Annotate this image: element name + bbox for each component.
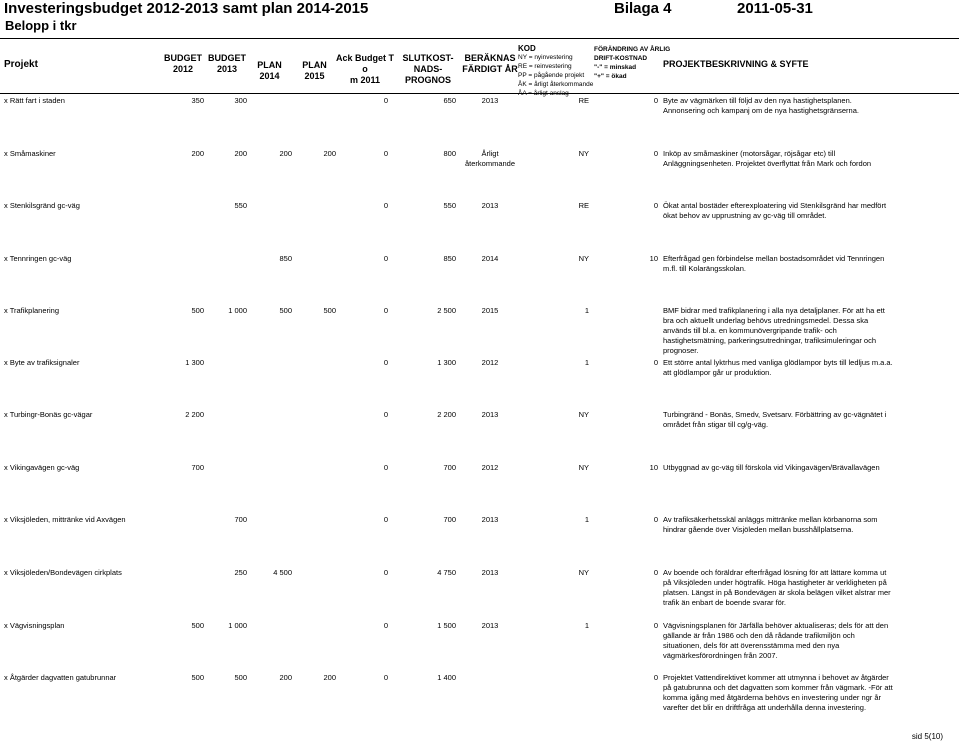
row-slut: 700 [443, 463, 456, 472]
col-slutkost-line2: PROGNOS [404, 75, 451, 85]
row-slut: 850 [443, 254, 456, 263]
row-kod: 1 [584, 621, 589, 630]
kod-line5: ÅA = årligt anslag [518, 90, 569, 97]
row-project-name: x Rätt fart i staden [4, 96, 65, 105]
row-slut: 4 750 [437, 568, 456, 577]
row-kod: 1 [584, 358, 589, 367]
col-plan2015: PLAN 2015 [302, 60, 327, 81]
row-description: Ökat antal bostäder efterexploatering vid Stenkilsgränd har medfört ökat behov av upprustning av gc-väg till området. [663, 201, 887, 220]
kod-line1: NY = nyinvestering [518, 54, 573, 61]
row-fa: 0 [653, 149, 658, 158]
row-kod: NY [578, 254, 589, 263]
fa-line2: DRIFT-KOSTNAD [594, 55, 648, 62]
row-ack: 0 [383, 515, 388, 524]
row-b2013: 300 [234, 96, 247, 105]
row-year: 2015 [481, 306, 499, 315]
kod-line3: PP = pågående projekt [518, 72, 585, 79]
col-beraknas-line1: BERÄKNAS [464, 53, 516, 63]
kod-line2: RE = reinvestering [518, 63, 572, 70]
document-date: 2011-05-31 [737, 0, 813, 17]
row-ack: 0 [383, 463, 388, 472]
row-kod: RE [578, 96, 589, 105]
fa-line3: "-" = minskad [594, 64, 637, 71]
row-p2014: 4 500 [273, 568, 292, 577]
row-b2013: 1 000 [228, 306, 247, 315]
row-slut: 550 [443, 201, 456, 210]
row-b2013: 550 [234, 201, 247, 210]
col-budget2012-line2: 2012 [172, 64, 194, 74]
row-slut: 2 500 [437, 306, 456, 315]
row-description: Turbingränd - Bonäs, Smedv, Svetsarv. Förbättring av gc-vägnätet i området från stigar till cg/g-väg. [663, 410, 887, 429]
row-b2013: 250 [234, 568, 247, 577]
row-project-name: x Småmaskiner [4, 149, 56, 158]
col-slutkost [392, 53, 464, 86]
row-description: Av boende och föräldrar efterfrågad lösning för att lättare komma ut på Viksjöleden under högtrafik. Höga hastigheter är verkligheten på platsen. Längst in på Bondevägen är skola belägen vilket alstrar mer trafik än enbart de boende svarar för. [663, 568, 891, 607]
row-ack: 0 [383, 410, 388, 419]
col-projekt: Projekt [4, 59, 38, 70]
row-project-name: x Byte av trafiksignaler [4, 358, 80, 367]
row-ack: 0 [383, 96, 388, 105]
row-fa: 0 [653, 621, 658, 630]
row-b2012: 700 [191, 463, 204, 472]
row-year: 2014 [481, 254, 499, 263]
row-fa: 0 [653, 515, 658, 524]
row-description: Ett större antal lyktrhus med vanliga glödlampor byts till ledljus m.a.a. att glödlampor går ur produktion. [663, 358, 893, 377]
row-project-name: x Stenkilsgränd gc-väg [4, 201, 80, 210]
row-kod: 1 [584, 515, 589, 524]
row-ack: 0 [383, 673, 388, 682]
col-budget2013 [207, 53, 247, 75]
row-kod: NY [578, 149, 589, 158]
fa-line1: FÖRÄNDRING AV ÅRLIG [594, 46, 671, 53]
kod-line4: ÅK = årligt återkommande [518, 81, 594, 88]
row-description: Av trafiksäkerhetsskäl anläggs mittränke mellan körbanorna som hindrar gående över Visjöleden mellan busshållplatserna. [663, 515, 878, 534]
row-ack: 0 [383, 149, 388, 158]
row-ack: 0 [383, 306, 388, 315]
row-project-name: x Vägvisningsplan [4, 621, 65, 630]
row-kod: NY [578, 410, 589, 419]
bilaga-label: Bilaga 4 [614, 0, 672, 17]
row-description: Utbyggnad av gc-väg till förskola vid Vikingavägen/Brävallavägen [663, 463, 880, 472]
row-kod: 1 [584, 306, 589, 315]
row-kod: NY [578, 568, 589, 577]
col-budget2013-line1: BUDGET [208, 53, 246, 63]
page-number: sid 5(10) [911, 732, 943, 741]
row-b2012: 500 [191, 673, 204, 682]
col-slutkost-line1: SLUTKOST-NADS- [402, 53, 454, 74]
kod-title: KOD [518, 44, 536, 53]
row-year: 2013 [481, 515, 499, 524]
col-budget2013-line2: 2013 [216, 64, 238, 74]
row-year: 2013 [481, 201, 499, 210]
row-slut: 1 300 [437, 358, 456, 367]
row-slut: 2 200 [437, 410, 456, 419]
row-b2013: 200 [234, 149, 247, 158]
col-beskrivning: PROJEKTBESKRIVNING & SYFTE [663, 59, 809, 69]
row-fa: 0 [653, 568, 658, 577]
row-b2012: 500 [191, 306, 204, 315]
row-slut: 800 [443, 149, 456, 158]
row-description: Projektet Vattendirektivet kommer att utmynna i behovet av åtgärder på gatubrunna och det dagvatten som kommer från vägmark. -För att komma igång med åtgärderna behövs en investering under ngr år varefter det blir en driftfråga att underhålla denna investering. [663, 673, 893, 712]
row-p2014: 850 [279, 254, 292, 263]
row-slut: 1 400 [437, 673, 456, 682]
row-b2012: 1 300 [185, 358, 204, 367]
row-b2012: 350 [191, 96, 204, 105]
col-budget2012-line1: BUDGET [164, 53, 202, 63]
col-budget2012 [163, 53, 203, 75]
row-b2012: 200 [191, 149, 204, 158]
row-description: Inköp av småmaskiner (motorsågar, röjsågar etc) till Anläggningsenheten. Projektet överflyttat från Mark och fordon [663, 149, 872, 168]
row-ack: 0 [383, 254, 388, 263]
row-ack: 0 [383, 358, 388, 367]
row-b2012: 500 [191, 621, 204, 630]
col-ack-budget [336, 53, 394, 86]
row-p2014: 500 [279, 306, 292, 315]
row-ack: 0 [383, 568, 388, 577]
row-ack: 0 [383, 201, 388, 210]
row-p2014: 200 [279, 673, 292, 682]
row-fa: 0 [653, 358, 658, 367]
row-project-name: x Åtgärder dagvatten gatubrunnar [4, 673, 117, 682]
row-fa: 0 [653, 96, 658, 105]
row-year: 2013 [481, 568, 499, 577]
row-project-name: x Vikingavägen gc-väg [4, 463, 80, 472]
row-ack: 0 [383, 621, 388, 630]
row-p2015: 200 [323, 149, 336, 158]
col-beraknas [462, 53, 518, 75]
row-fa: 10 [649, 463, 658, 472]
col-ack-line1: Ack Budget T o [336, 53, 395, 74]
row-slut: 1 500 [437, 621, 456, 630]
row-year: Årligt återkommande [464, 149, 516, 168]
row-description: Byte av vägmärken till följd av den nya hastighetsplanen. Annonsering och kampanj om de nya hastighetsgränserna. [663, 96, 859, 115]
row-project-name: x Viksjöleden/Bondevägen cirkplats [4, 568, 122, 577]
row-p2015: 200 [323, 673, 336, 682]
row-year: 2013 [481, 621, 499, 630]
fa-line4: "+" = ökad [594, 73, 627, 80]
col-forandring [594, 45, 670, 81]
row-fa: 0 [653, 673, 658, 682]
col-beraknas-line2: FÄRDIGT ÅR [462, 64, 518, 74]
row-year: 2013 [481, 96, 499, 105]
row-year: 2013 [481, 410, 499, 419]
row-b2013: 700 [234, 515, 247, 524]
col-ack-line2: m 2011 [349, 75, 381, 85]
row-kod: NY [578, 463, 589, 472]
col-plan2014: PLAN 2014 [257, 60, 282, 81]
row-description: Vägvisningsplanen för Järfälla behöver aktualiseras; dels för att den gällande är från 1986 och den då rådande trafikmiljön och situationen, dels för att överensstämma med den nya vägmärkesförordningen från 2007. [663, 621, 889, 660]
row-project-name: x Tennringen gc-väg [4, 254, 72, 263]
row-project-name: x Turbingr-Bonäs gc-vägar [4, 410, 93, 419]
row-p2015: 500 [323, 306, 336, 315]
row-project-name: x Viksjöleden, mittränke vid Axvägen [4, 515, 126, 524]
row-fa: 0 [653, 201, 658, 210]
col-kod [518, 44, 593, 98]
row-year: 2012 [481, 463, 499, 472]
row-fa: 10 [649, 254, 658, 263]
row-slut: 650 [443, 96, 456, 105]
row-b2013: 1 000 [228, 621, 247, 630]
document-title: Investeringsbudget 2012-2013 samt plan 2014-2015 [4, 0, 369, 17]
amount-unit: Belopp i tkr [5, 18, 77, 33]
row-description: Efterfrågad gen förbindelse mellan bostadsområdet vid Tennringen m.fl. till Kolarängsskolan. [663, 254, 885, 273]
row-year: 2012 [481, 358, 499, 367]
row-description: BMF bidrar med trafikplanering i alla nya detaljplaner. För att ha ett bra och aktuellt underlag behövs utredningsmedel. Dessa ska används till bl.a. en kommunövergripande trafik- och hastighetsmätning, parkeringsutredningar, trafiksimuleringar och prognoser. [663, 306, 885, 355]
row-b2012: 2 200 [185, 410, 204, 419]
row-slut: 700 [443, 515, 456, 524]
row-kod: RE [578, 201, 589, 210]
row-project-name: x Trafikplanering [4, 306, 60, 315]
row-b2013: 500 [234, 673, 247, 682]
row-p2014: 200 [279, 149, 292, 158]
